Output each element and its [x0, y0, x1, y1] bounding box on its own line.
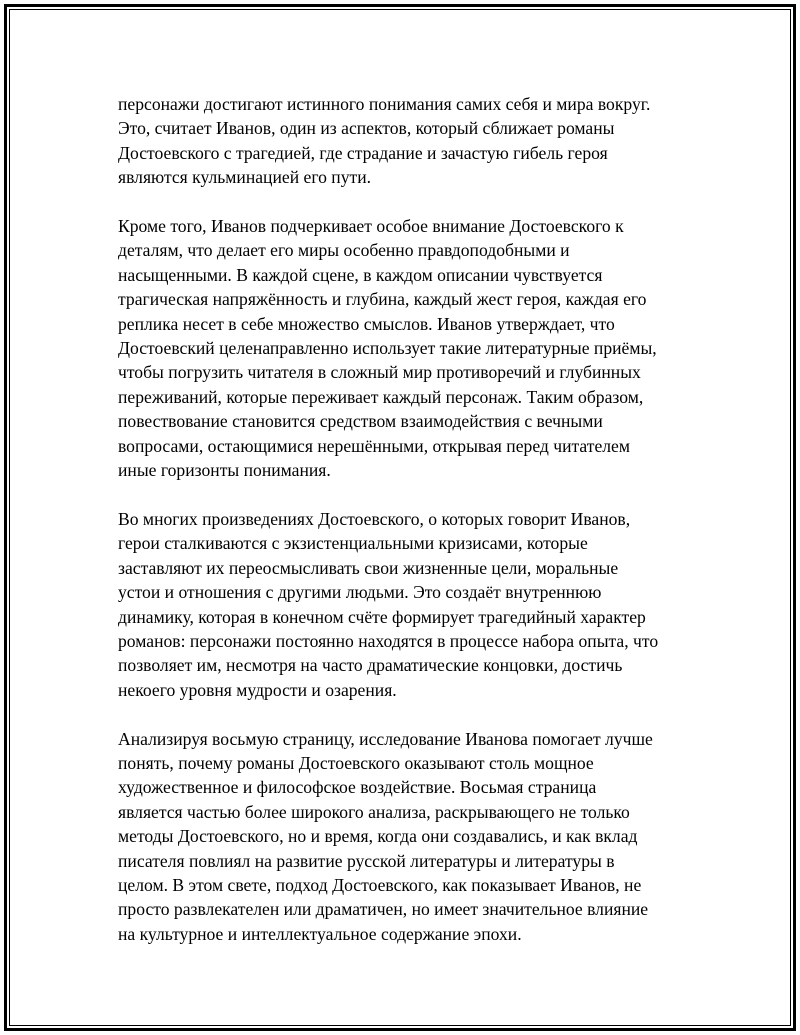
paragraph-3: Во многих произведениях Достоевского, о которых говорит Иванов, герои сталкиваются с экзистенциальными кризисами, которые заставляют их переосмысливать свои жизненные цели, моральные устои и отношения с другими людьми. Это создаёт внутреннюю динамику, которая в конечном счёте формирует трагедийный характер романов: персонажи постоянно находятся в процессе набора опыта, что позволяет им, несмотря на часто драматические концовки, достичь некоего уровня мудрости и озарения.	[118, 508, 659, 700]
paragraph-1: персонажи достигают истинного понимания самих себя и мира вокруг. Это, считает Иванов, один из аспектов, который сближает романы Достоевского с трагедией, где страдание и зачастую гибель героя являются кульминацией его пути.	[118, 94, 651, 188]
paragraph-4: Анализируя восьмую страницу, исследование Иванова помогает лучше понять, почему романы Достоевского оказывают столь мощное художественное и философское воздействие. Восьмая страница является частью более широкого анализа, раскрывающего не только методы Достоевского, но и время, когда они создавались, и как вклад писателя повлиял на развитие русской литературы и литературы в целом. В этом свете, подход Достоевского, как показывает Иванов, не просто развлекателен или драматичен, но имеет значительное влияние на культурное и интеллектуальное содержание эпохи.	[118, 728, 653, 944]
paragraph-2: Кроме того, Иванов подчеркивает особое внимание Достоевского к деталям, что делает его миры особенно правдоподобными и насыщенными. В каждой сцене, в каждом описании чувствуется трагическая напряжённость и глубина, каждый жест героя, каждая его реплика несет в себе множество смыслов. Иванов утверждает, что Достоевский целенаправленно использует такие литературные приёмы, чтобы погрузить читателя в сложный мир противоречий и глубинных переживаний, которые переживает каждый персонаж. Таким образом, повествование становится средством взаимодействия с вечными вопросами, остающимися нерешёнными, открывая перед читателем иные горизонты понимания.	[118, 216, 657, 481]
page-body	[118, 92, 688, 971]
